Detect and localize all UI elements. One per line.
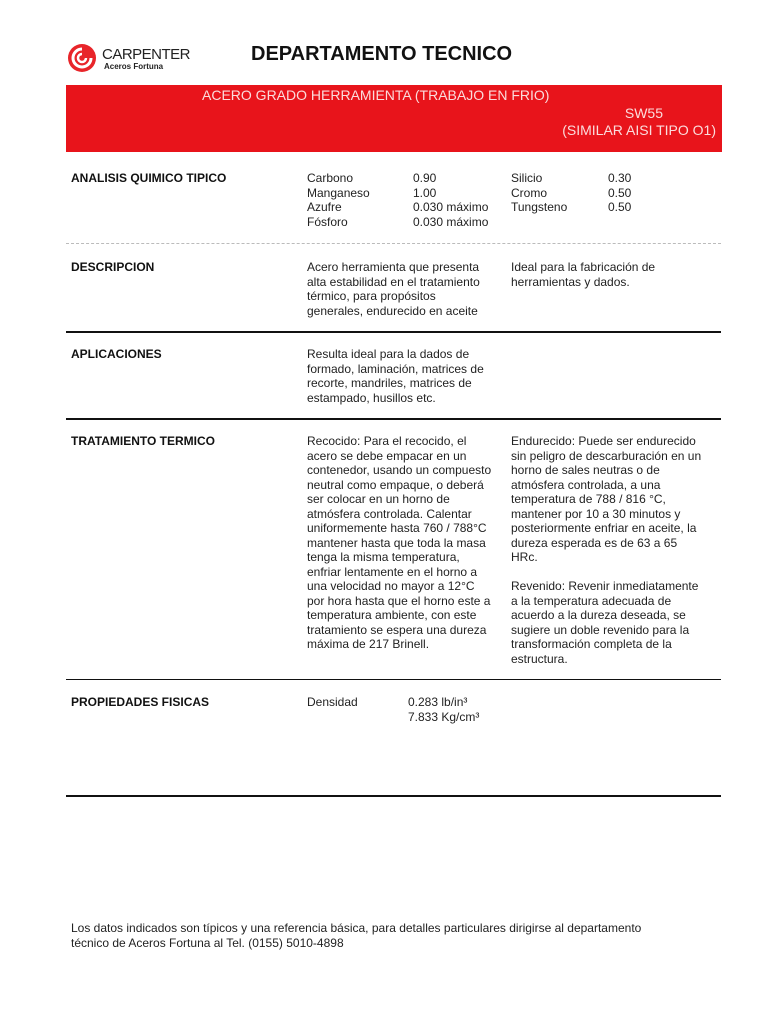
text-line: mantener hasta que toda la masa (307, 535, 486, 550)
carpenter-logo (68, 42, 198, 76)
text-line: uniformemente hasta 760 / 788°C (307, 521, 487, 535)
text-line: tratamiento se espera una dureza (307, 622, 487, 637)
text-line: generales, endurecido en aceite (307, 303, 478, 318)
text-line: enfriar lentamente en el horno a (307, 564, 478, 579)
text-line: acuerdo a la dureza deseada, se (511, 608, 686, 622)
divider (66, 418, 721, 420)
footer-note (71, 921, 691, 950)
banner-line-3: (SIMILAR AISI TIPO O1) (562, 122, 716, 138)
text-line: herramientas y dados. (511, 274, 630, 289)
logo-subtitle: Aceros Fortuna (104, 62, 164, 71)
recocido-text (307, 434, 491, 652)
propiedad-values (408, 695, 479, 724)
chem-value: 0.50 (608, 185, 632, 200)
logo-name: CARPENTER (102, 46, 191, 63)
section-label-propiedades: PROPIEDADES FISICAS (71, 695, 210, 709)
text-line: alta estabilidad en el tratamiento (307, 274, 480, 289)
text-line: atmósfera controlada. Calentar (307, 506, 472, 521)
text-line: atmósfera controlada, a una (511, 477, 661, 492)
text-line: temperatura de 788 / 816 °C, (511, 492, 666, 506)
text-line: horno de sales neutras o de (511, 463, 660, 477)
text-line: Recocido: Para el recocido, el (307, 434, 467, 448)
page-title: DEPARTAMENTO TECNICO (251, 43, 513, 65)
text-line: dureza esperada es de 63 a 65 (511, 535, 678, 550)
text-line: sugiere un doble revenido para la (511, 622, 690, 637)
section-label-tratamiento: TRATAMIENTO TERMICO (71, 434, 215, 448)
text-line: a la temperatura adecuada de (511, 593, 672, 608)
text-line: sin peligro de descarburación en un (511, 448, 702, 463)
text-line: una velocidad no mayor a 12°C (307, 579, 475, 593)
chem-name: Manganeso (307, 185, 370, 200)
text-line: Resulta ideal para la dados de (307, 347, 470, 361)
chem-value: 0.90 (413, 171, 437, 185)
text-line: tenga la misma temperatura, (307, 550, 460, 564)
propiedad-name: Densidad (307, 695, 358, 709)
footer-line: técnico de Aceros Fortuna al Tel. (0155) 5010-4898 (71, 935, 344, 950)
divider (66, 331, 721, 333)
endurecido-text (511, 434, 701, 666)
text-line: formado, laminación, matrices de (307, 361, 484, 376)
text-line: Acero herramienta que presenta (307, 260, 480, 274)
section-label-analisis: ANALISIS QUIMICO TIPICO (71, 171, 227, 185)
chem-value: 0.50 (608, 200, 632, 214)
descripcion-text-2 (511, 260, 655, 289)
text-line: contenedor, usando un compuesto (307, 463, 492, 477)
text-line: estructura. (511, 651, 568, 666)
divider (66, 795, 721, 797)
chem-name: Cromo (511, 185, 548, 200)
text-line: acero se debe empacar en un (307, 448, 467, 463)
text-line: Revenido: Revenir inmediatamente (511, 579, 699, 593)
text-line: mantener por 10 a 30 minutos y (511, 506, 681, 521)
spacer (511, 565, 701, 580)
text-line: 7.833 Kg/cm³ (408, 709, 480, 724)
banner-line-1: ACERO GRADO HERRAMIENTA (TRABAJO EN FRIO) (202, 87, 550, 103)
chem-value: 1.00 (413, 185, 437, 200)
chem-name: Fósforo (307, 214, 348, 229)
chem-name: Carbono (307, 171, 354, 185)
text-line: estampado, husillos etc. (307, 390, 436, 405)
text-line: 0.283 lb/in³ (408, 695, 468, 709)
section-label-descripcion: DESCRIPCION (71, 260, 155, 274)
banner-line-2: SW55 (624, 105, 663, 121)
aplicaciones-text (307, 347, 484, 405)
text-line: transformación completa de la (511, 637, 672, 651)
descripcion-text (307, 260, 480, 318)
text-line: HRc. (511, 550, 538, 564)
text-line: ser colocar en un horno de (307, 492, 450, 506)
text-line: térmico, para propósitos (307, 289, 436, 303)
chem-name: Tungsteno (511, 200, 568, 214)
divider (66, 243, 721, 244)
text-line: neutral como empaque, o deberá (307, 477, 484, 492)
text-line: Endurecido: Puede ser endurecido (511, 434, 696, 448)
chem-name: Azufre (307, 200, 342, 214)
carpenter-logo-icon (68, 44, 96, 72)
title-banner (66, 85, 722, 152)
section-label-aplicaciones: APLICACIONES (71, 347, 162, 361)
text-line: por hora hasta que el horno este a (307, 593, 491, 608)
chem-value: 0.030 máximo (413, 200, 489, 214)
divider (66, 679, 721, 680)
chem-name: Silicio (511, 171, 543, 185)
text-line: Ideal para la fabricación de (511, 260, 656, 274)
text-line: máxima de 217 Brinell. (307, 637, 430, 651)
text-line: temperatura ambiente, con este (307, 608, 477, 622)
chem-value: 0.030 máximo (413, 214, 489, 229)
text-line: recorte, mandriles, matrices de (307, 376, 472, 390)
chem-value: 0.30 (608, 171, 632, 185)
text-line: posteriormente enfriar en aceite, la (511, 521, 697, 535)
footer-line: Los datos indicados son típicos y una referencia básica, para detalles particulares dirigirse al departamento (71, 921, 642, 935)
